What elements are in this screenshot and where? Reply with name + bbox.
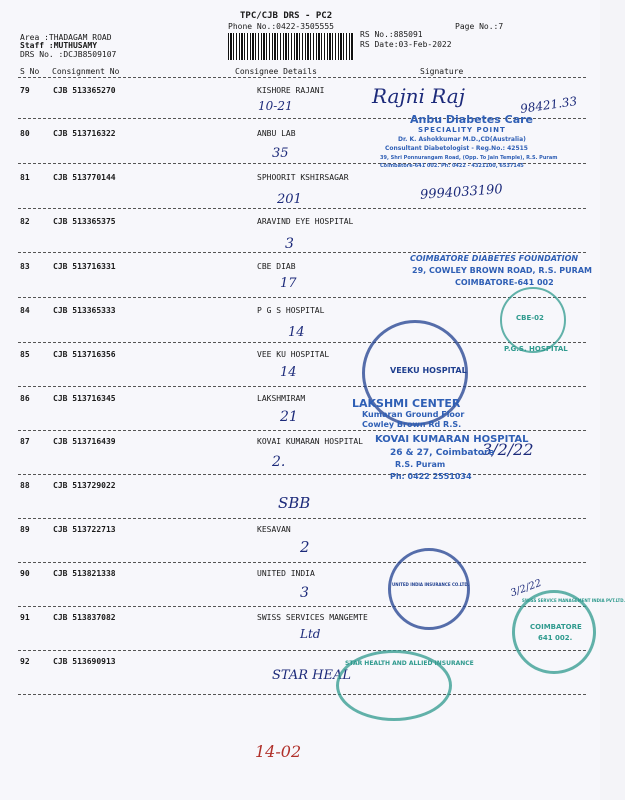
row-consignment: CJB 513365375 <box>53 217 116 226</box>
row-consignment: CJB 513716439 <box>53 437 116 446</box>
row-consignment: CJB 513365333 <box>53 306 116 315</box>
stamp-pgs-text: P.G.S. HOSPITAL <box>504 345 568 353</box>
row-sno: 84 <box>20 306 30 315</box>
row-handwritten-count: 14 <box>280 365 297 380</box>
row-consignee: P G S HOSPITAL <box>257 306 325 315</box>
row-handwritten-count: 17 <box>280 276 297 291</box>
row-divider <box>18 606 586 607</box>
stamp-lakshmi-title: LAKSHMI CENTER <box>352 397 461 410</box>
row-sno: 92 <box>20 657 30 666</box>
handwritten-phone-79: 98421.33 <box>519 94 578 116</box>
row-consignee: VEE KU HOSPITAL <box>257 350 330 359</box>
stamp-cdf-city: COIMBATORE-641 002 <box>455 278 554 287</box>
col-consignment: Consignment No <box>52 67 120 76</box>
area-label: Area :THADAGAM ROAD <box>20 33 112 42</box>
stamp-swiss-pin: 641 002. <box>538 634 573 642</box>
stamp-lakshmi-address: Kumaran Ground Floor <box>362 410 465 419</box>
row-consignment: CJB 513821338 <box>53 569 116 578</box>
col-sno: S No <box>20 67 40 76</box>
row-consignee: CBE DIAB <box>257 262 296 271</box>
row-consignee: SWISS SERVICES MANGEMTE <box>257 613 368 622</box>
row-consignee: KISHORE RAJANI <box>257 86 325 95</box>
stamp-anbu-sub: SPECIALITY POINT <box>418 126 506 134</box>
row-handwritten-count: SBB <box>278 494 311 512</box>
document-title: TPC/CJB DRS - PC2 <box>240 11 333 21</box>
row-sno: 81 <box>20 173 30 182</box>
col-consignee: Consignee Details <box>235 67 317 76</box>
stamp-kovai-phone: Ph: 0422 2551034 <box>390 472 472 481</box>
row-sno: 83 <box>20 262 30 271</box>
stamp-anbu-address-2: Coimbatore-641 002. Ph: 0422 - 4321100, 6537145 <box>380 163 524 169</box>
row-consignee: KOVAI KUMARAN HOSPITAL <box>257 437 363 446</box>
phone-number: Phone No.:0422-3505555 <box>228 22 334 31</box>
row-handwritten-count: 35 <box>272 146 289 161</box>
row-divider <box>18 474 586 475</box>
stamp-star-health-text: STAR HEALTH AND ALLIED INSURANCE <box>345 660 474 667</box>
staff-label: Staff :MUTHUSAMY <box>20 41 98 50</box>
stamp-veeku-text: VEEKU HOSPITAL <box>390 366 467 375</box>
stamp-kovai-address-2: R.S. Puram <box>395 460 446 469</box>
row-divider <box>18 342 586 343</box>
row-divider <box>18 694 586 695</box>
row-sno: 80 <box>20 129 30 138</box>
row-handwritten-count: STAR HEAL <box>272 668 352 683</box>
row-consignment: CJB 513716322 <box>53 129 116 138</box>
row-consignee: KESAVAN <box>257 525 291 534</box>
row-consignee: ARAVIND EYE HOSPITAL <box>257 217 354 226</box>
stamp-kovai-address: 26 & 27, Coimbatore <box>390 448 495 458</box>
header-divider <box>18 77 586 78</box>
row-handwritten-count: 2 <box>300 538 310 556</box>
row-divider <box>18 208 586 209</box>
stamp-anbu-doctor: Dr. K. Ashokkumar M.D.,CD(Australia) <box>398 136 526 143</box>
row-consignee: SPHOORIT KSHIRSAGAR <box>257 173 349 182</box>
stamp-cdf-address: 29, COWLEY BROWN ROAD, R.S. PURAM <box>412 266 592 275</box>
row-consignee: LAKSHMIRAM <box>257 394 306 403</box>
row-sno: 82 <box>20 217 30 226</box>
stamp-pgs-cbe: CBE-02 <box>516 314 544 322</box>
row-handwritten-count: 3 <box>285 236 294 252</box>
row-handwritten-count: Ltd <box>300 627 321 641</box>
row-divider <box>18 252 586 253</box>
row-divider <box>18 297 586 298</box>
row-sno: 90 <box>20 569 30 578</box>
footer-handwritten-mark: 14-02 <box>255 742 302 761</box>
row-sno: 79 <box>20 86 30 95</box>
row-consignment: CJB 513729022 <box>53 481 116 490</box>
stamp-lakshmi-address-2: Cowley Brown Rd R.S. <box>362 420 462 429</box>
handwritten-phone-81: 9994033190 <box>419 182 504 203</box>
row-handwritten-count: 201 <box>277 192 302 207</box>
stamp-anbu-reg: Consultant Diabetologist - Reg.No.: 42515 <box>385 145 528 152</box>
stamp-kovai-title: KOVAI KUMARAN HOSPITAL <box>375 434 529 445</box>
signature-row-79: Rajni Raj <box>372 84 465 108</box>
row-consignee: UNITED INDIA <box>257 569 315 578</box>
row-sno: 89 <box>20 525 30 534</box>
row-handwritten-count: 3 <box>300 585 309 601</box>
row-divider <box>18 386 586 387</box>
rs-number: RS No.:885091 <box>360 30 423 39</box>
row-sno: 86 <box>20 394 30 403</box>
handwritten-date-90: 3/2/22 <box>509 577 544 600</box>
row-handwritten-count: 14 <box>288 325 305 340</box>
row-consignment: CJB 513690913 <box>53 657 116 666</box>
row-consignment: CJB 513716331 <box>53 262 116 271</box>
stamp-anbu-address: 39, Shri Ponnurangam Road, (Opp. To Jain Temple), R.S. Puram <box>380 155 558 161</box>
row-sno: 88 <box>20 481 30 490</box>
drs-number: DRS No. :DCJB8509107 <box>20 50 117 59</box>
stamp-united-india <box>388 548 470 630</box>
stamp-anbu-title: Anbu Diabetes Care <box>410 113 534 126</box>
stamp-united-india-text: UNITED INDIA INSURANCE CO.LTD. <box>392 582 470 587</box>
row-sno: 87 <box>20 437 30 446</box>
row-consignment: CJB 513365270 <box>53 86 116 95</box>
col-signature: Signature <box>420 67 464 76</box>
row-consignment: CJB 513837082 <box>53 613 116 622</box>
row-divider <box>18 430 586 431</box>
row-consignment: CJB 513770144 <box>53 173 116 182</box>
row-consignee: ANBU LAB <box>257 129 296 138</box>
stamp-swiss-name: SWISS SERVICE MANAGEMENT INDIA PVT.LTD. <box>522 598 625 603</box>
barcode <box>228 33 354 60</box>
row-consignment: CJB 513716345 <box>53 394 116 403</box>
row-handwritten-count: 21 <box>280 409 298 425</box>
row-sno: 85 <box>20 350 30 359</box>
row-consignment: CJB 513722713 <box>53 525 116 534</box>
rs-date: RS Date:03-Feb-2022 <box>360 40 452 49</box>
row-divider <box>18 562 586 563</box>
row-handwritten-count: 2. <box>272 454 286 470</box>
row-sno: 91 <box>20 613 30 622</box>
stamp-cdf-title: COIMBATORE DIABETES FOUNDATION <box>410 254 579 263</box>
stamp-swiss-city: COIMBATORE <box>530 623 582 631</box>
row-handwritten-count: 10-21 <box>258 99 293 113</box>
row-divider <box>18 518 586 519</box>
handwritten-date-87: 3/2/22 <box>482 440 534 459</box>
page-number: Page No.:7 <box>455 22 504 31</box>
row-consignment: CJB 513716356 <box>53 350 116 359</box>
row-divider <box>18 650 586 651</box>
